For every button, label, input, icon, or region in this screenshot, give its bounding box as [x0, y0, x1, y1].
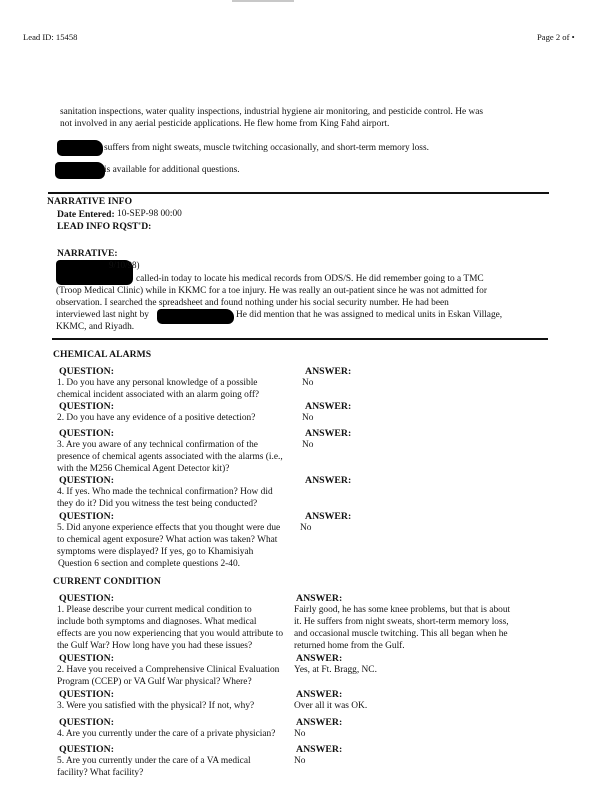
question-label: QUESTION:	[59, 689, 114, 700]
redaction-block	[55, 162, 105, 179]
symptoms-line: suffers from night sweats, muscle twitching occasionally, and short-term memory loss.	[104, 143, 429, 153]
question-text: facility? What facility?	[57, 768, 144, 778]
question-label: QUESTION:	[59, 428, 114, 439]
answer-label: ANSWER:	[296, 717, 343, 728]
section-divider	[48, 192, 549, 194]
answer-text: Yes, at Ft. Bragg, NC.	[294, 665, 377, 675]
answer-text: Over all it was OK.	[294, 701, 368, 711]
question-text: 4. Are you currently under the care of a private physician?	[57, 729, 276, 739]
question-label: QUESTION:	[59, 475, 114, 486]
narrative-line-3: observation. I searched the spreadsheet and found nothing under his social security number. He had been	[56, 298, 449, 308]
answer-text: returned home from the Gulf.	[294, 641, 405, 651]
answer-text: Fairly good, he has some knee problems, but that is about	[294, 605, 511, 615]
narrative-label: NARRATIVE:	[57, 248, 118, 259]
question-label: QUESTION:	[59, 593, 114, 604]
question-text: Program (CCEP) or VA Gulf War physical? Where?	[57, 677, 252, 687]
narrative-line-4a: interviewed last night by	[56, 310, 149, 320]
question-text: 3. Were you satisfied with the physical? If not, why?	[57, 701, 255, 711]
scan-artifact-bar	[232, 0, 294, 2]
answer-label: ANSWER:	[296, 744, 343, 755]
answer-text: No	[302, 413, 314, 423]
question-text: include both symptoms and diagnoses. What medical	[57, 617, 257, 627]
question-text: 5. Did anyone experience effects that you thought were due	[57, 523, 281, 533]
answer-text: No	[302, 378, 314, 388]
question-text: symptoms were displayed? If yes, go to Khamisiyah	[57, 547, 254, 557]
narrative-line-4b: He did mention that he was assigned to medical units in Eskan Village,	[236, 310, 503, 320]
answer-label: ANSWER:	[305, 366, 352, 377]
question-label: QUESTION:	[59, 366, 114, 377]
answer-text: it. He suffers from night sweats, short-term memory loss,	[294, 617, 509, 627]
question-text: chemical incident associated with an alarm going off?	[57, 390, 260, 400]
available-line: is available for additional questions.	[104, 165, 240, 175]
narrative-line-2: (Troop Medical Clinic) while in KKMC for a toe injury. He was really an out-patient since he was not admitted for	[56, 286, 487, 296]
intro-line-1: sanitation inspections, water quality inspections, industrial hygiene air monitoring, and pesticide control. He was	[60, 107, 484, 117]
question-text: the Gulf War? How long have you had these issues?	[57, 641, 253, 651]
answer-text: and occasional muscle twitching. This all began when he	[294, 629, 508, 639]
question-text: they do it? Did you witness the test being conducted?	[57, 499, 258, 509]
section-title-chemical-alarms: CHEMICAL ALARMS	[53, 349, 152, 360]
question-text: presence of chemical agents associated with the alarms (i.e.,	[57, 452, 283, 462]
page-number: Page 2 of •	[537, 32, 575, 42]
question-text: effects are you now experiencing that you would attribute to	[57, 629, 284, 639]
lead-id: Lead ID: 15458	[23, 32, 78, 42]
question-label: QUESTION:	[59, 511, 114, 522]
question-text: with the M256 Chemical Agent Detector kit)?	[57, 464, 230, 474]
answer-label: ANSWER:	[305, 475, 352, 486]
question-text: to chemical agent exposure? What action was taken? What	[57, 535, 278, 545]
section-title-narrative-info: NARRATIVE INFO	[47, 196, 133, 207]
question-label: QUESTION:	[59, 717, 114, 728]
narrative-date-fragment: 9/10/98)	[109, 260, 140, 270]
answer-text: No	[294, 756, 306, 766]
date-entered-value: 10-SEP-98 00:00	[117, 209, 182, 219]
section-divider	[52, 338, 548, 340]
narrative-line-1: called-in today to locate his medical records from ODS/S. He did remember going to a TMC	[136, 274, 484, 284]
question-text: 4. If yes. Who made the technical confirmation? How did	[57, 487, 273, 497]
answer-text: No	[300, 523, 312, 533]
question-label: QUESTION:	[59, 744, 114, 755]
answer-label: ANSWER:	[296, 593, 343, 604]
answer-label: ANSWER:	[296, 689, 343, 700]
section-title-current-condition: CURRENT CONDITION	[53, 576, 161, 587]
question-label: QUESTION:	[59, 401, 114, 412]
question-label: QUESTION:	[59, 653, 114, 664]
question-text: 5. Are you currently under the care of a VA medical	[57, 756, 251, 766]
question-text: 2. Have you received a Comprehensive Clinical Evaluation	[57, 665, 280, 675]
narrative-line-5: KKMC, and Riyadh.	[56, 322, 135, 332]
lead-info-requested-label: LEAD INFO RQST'D:	[57, 221, 152, 232]
answer-text: No	[294, 729, 306, 739]
redaction-block	[57, 140, 103, 156]
question-text: 1. Please describe your current medical condition to	[57, 605, 252, 615]
question-text: Question 6 section and complete questions 2-40.	[58, 559, 240, 569]
question-text: 1. Do you have any personal knowledge of a possible	[57, 378, 258, 388]
question-text: 3. Are you aware of any technical confirmation of the	[57, 440, 258, 450]
answer-label: ANSWER:	[305, 428, 352, 439]
question-text: 2. Do you have any evidence of a positive detection?	[57, 413, 256, 423]
answer-label: ANSWER:	[305, 511, 352, 522]
redaction-block	[157, 309, 234, 324]
answer-label: ANSWER:	[296, 653, 343, 664]
answer-text: No	[302, 440, 314, 450]
date-entered-label: Date Entered:	[57, 209, 115, 220]
answer-label: ANSWER:	[305, 401, 352, 412]
intro-line-2: not involved in any aerial pesticide applications. He flew home from King Fahd airport.	[60, 119, 390, 129]
